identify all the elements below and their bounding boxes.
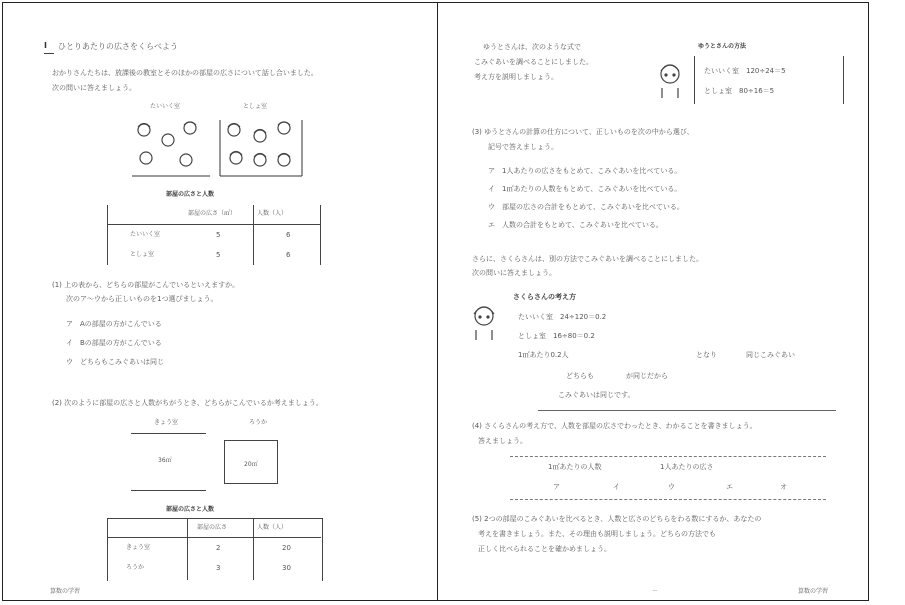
- section-heading: ひとりあたりの広さをくらべよう: [58, 42, 178, 51]
- speech-text: こみぐあいを調べることにしました。: [474, 58, 593, 66]
- room-area: 20㎡: [244, 461, 258, 468]
- table-cell: 2: [216, 544, 221, 552]
- choice-item: ウ 部屋の広さの合計をもとめて、こみぐあいを比べている。: [488, 203, 684, 211]
- answer-box-text: 1㎡あたりの人数: [548, 463, 602, 471]
- question-4: 答えましょう。: [478, 437, 527, 445]
- answer-choice[interactable]: イ: [613, 483, 620, 491]
- table-border: [107, 224, 321, 225]
- question-3: (3) ゆうとさんの計算の仕方について、正しいものを次の中から選び、: [472, 128, 694, 136]
- answer-box-border: [510, 499, 826, 500]
- room-label: きょう室: [154, 419, 179, 426]
- table-header: 人数（人）: [257, 524, 288, 531]
- question-2: (2) 次のように部屋の広さと人数がちがうとき、どちらがこんでいるか考えましょう。: [52, 399, 323, 407]
- table-border: [107, 205, 108, 265]
- room-area: 36㎡: [158, 457, 172, 464]
- table-border: [320, 205, 321, 265]
- method-line: 1㎡あたり0.2人: [518, 351, 569, 359]
- table-header: 人数（人）: [257, 210, 288, 217]
- answer-choice[interactable]: エ: [726, 483, 733, 491]
- question-5: 正しく比べられることを確かめましょう。: [478, 545, 611, 553]
- table-title: 部屋の広さと人数: [166, 506, 215, 513]
- table-header: 部屋の広さ（㎡）: [188, 210, 237, 217]
- method-line: としょ室 16÷80＝0.2: [518, 332, 595, 340]
- student-icon: [656, 58, 688, 104]
- answer-box-text: 1人あたりの広さ: [660, 463, 714, 471]
- section-separator: [538, 410, 836, 411]
- room-label: たいいく室: [150, 103, 181, 110]
- table-header: 部屋の広さ: [197, 524, 228, 531]
- speech-text: 考え方を説明しましょう。: [474, 73, 558, 81]
- room-outline: [131, 490, 206, 491]
- question-4: (4) さくらさんの考え方で、人数を部屋の広さでわったとき、わかることを書きましょう。: [472, 422, 757, 430]
- choice-item: ア 1人あたりの広さをもとめて、こみぐあいを比べている。: [488, 167, 682, 175]
- choice-item: イ 1㎡あたりの人数をもとめて、こみぐあいを比べている。: [488, 185, 682, 193]
- choice-item: ア Aの部屋の方がこんでいる: [66, 320, 162, 328]
- table-cell: 6: [286, 231, 291, 239]
- method-title: さくらさんの考え方: [513, 293, 576, 301]
- question-1: (1) 上の表から、どちらの部屋がこんでいるといえますか。: [52, 281, 240, 289]
- question-1: 次のア〜ウから正しいものを1つ選びましょう。: [66, 295, 218, 303]
- table-border: [253, 518, 254, 580]
- page-number: －: [652, 588, 659, 595]
- body-text: 次の問いに答えましょう。: [472, 269, 556, 277]
- table-cell: きょう室: [126, 544, 151, 551]
- room-label: ろうか: [249, 419, 268, 426]
- method-border: [694, 56, 695, 104]
- method-border: [843, 56, 844, 104]
- question-5: 考えを書きましょう。また、その理由も説明しましょう。どちらの方法でも: [478, 530, 716, 538]
- method-line: 同じこみぐあい: [746, 351, 795, 359]
- footer-text: 算数の学習: [798, 588, 829, 595]
- section-mark: Ⅰ: [44, 41, 47, 50]
- answer-choice[interactable]: ア: [553, 483, 560, 491]
- section-mark-underline: [44, 53, 54, 54]
- speech-text: ゆうとさんは、次のような式で: [483, 43, 581, 51]
- question-3: 記号で答えましょう。: [488, 143, 558, 151]
- choice-item: ウ どちらもこみぐあいは同じ: [66, 358, 164, 366]
- page-divider: [437, 2, 438, 601]
- method-line: たいいく室 120÷24＝5: [704, 67, 786, 75]
- answer-box-border: [510, 456, 826, 457]
- intro-text: おかりさんたちは、放課後の教室とそのほかの部屋の広さについて話し合いました。: [52, 69, 318, 77]
- table-border: [187, 518, 188, 580]
- table-border: [253, 205, 254, 265]
- method-line: どちらも: [566, 372, 594, 380]
- choice-item: エ 人数の合計をもとめて、こみぐあいを比べている。: [488, 221, 663, 229]
- method-line: となり: [696, 351, 717, 359]
- table-border: [107, 537, 321, 538]
- method-line: たいいく室 24÷120＝0.2: [518, 313, 607, 321]
- table-cell: 20: [282, 544, 291, 552]
- room-outline: [131, 433, 206, 434]
- table-cell: 30: [282, 564, 291, 572]
- answer-choice[interactable]: ウ: [668, 483, 675, 491]
- method-line: こみぐあいは同じです。: [558, 391, 635, 399]
- table-cell: たいいく室: [130, 231, 161, 238]
- method-line: が同じだから: [626, 372, 668, 380]
- method-title: ゆうとさんの方法: [698, 43, 747, 50]
- table-cell: 6: [286, 251, 291, 259]
- question-5: (5) 2つの部屋のこみぐあいを比べるとき、人数と広さのどちらをわる数にするか、あなたの: [472, 515, 762, 523]
- table-title: 部屋の広さと人数: [166, 191, 215, 198]
- student-icon: [470, 300, 502, 350]
- room-label: としょ室: [243, 103, 268, 110]
- table-cell: ろうか: [126, 564, 145, 571]
- children-illustration: [130, 116, 305, 178]
- footer-text: 算数の学習: [50, 588, 81, 595]
- body-text: さらに、さくらさんは、別の方法でこみぐあいを調べることにしました。: [472, 255, 703, 263]
- table-cell: 5: [216, 251, 221, 259]
- table-cell: 3: [216, 564, 221, 572]
- table-cell: 5: [216, 231, 221, 239]
- table-cell: としょ室: [130, 251, 155, 258]
- method-line: としょ室 80÷16＝5: [704, 87, 775, 95]
- answer-choice[interactable]: オ: [780, 483, 787, 491]
- choice-item: イ Bの部屋の方がこんでいる: [66, 339, 162, 347]
- intro-text: 次の問いに答えましょう。: [52, 84, 136, 92]
